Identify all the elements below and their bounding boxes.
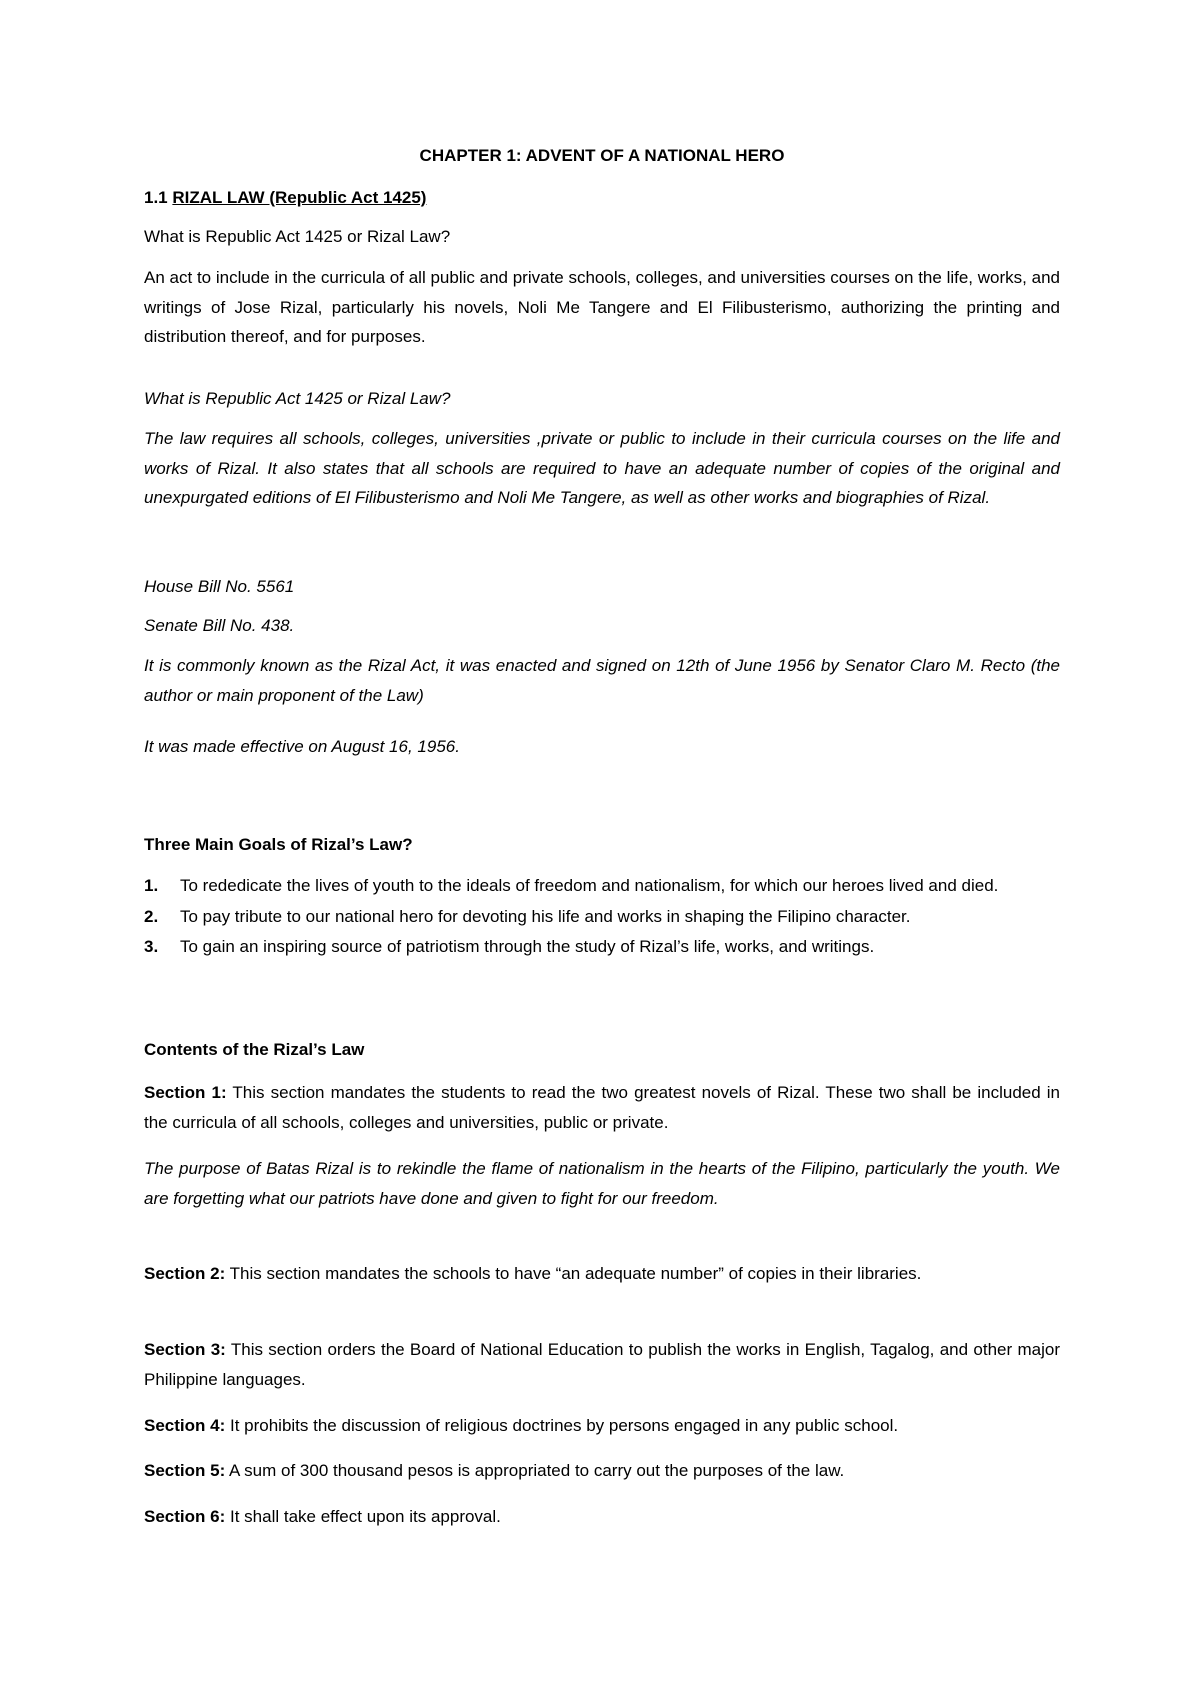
goal-text: To rededicate the lives of youth to the ideals of freedom and nationalism, for which our heroes lived and died. (180, 876, 999, 895)
section-2-paragraph (144, 1259, 1060, 1289)
section-4-paragraph (144, 1411, 1060, 1441)
goal-item (144, 871, 1060, 901)
effectivity-note: It was made effective on August 16, 1956. (144, 737, 460, 756)
enactment-note: It is commonly known as the Rizal Act, it was enacted and signed on 12th of June 1956 by Senator Claro M. Recto (the author or main proponent of the Law) (144, 656, 1060, 705)
section-4-label: Section 4: (144, 1416, 226, 1435)
goal-text: To pay tribute to our national hero for devoting his life and works in shaping the Filipino character. (180, 906, 911, 926)
section-heading (144, 183, 1060, 213)
question-2: What is Republic Act 1425 or Rizal Law? (144, 389, 451, 408)
section-3-paragraph (144, 1335, 1060, 1394)
goal-item (144, 902, 1060, 932)
answer-2: The law requires all schools, colleges, universities ,private or public to include in their curricula courses on the life and works of Rizal. It also states that all schools are required to have an adequate number of copies of the original and unexpurgated editions of El Filibusterismo and Noli Me Tangere, as well as other works and biographies of Rizal. (144, 429, 1060, 507)
section-6-paragraph (144, 1502, 1060, 1532)
section-3-label: Section 3: (144, 1340, 226, 1359)
purpose-note: The purpose of Batas Rizal is to rekindle the flame of nationalism in the hearts of the Filipino, particularly the youth. We are forgetting what our patriots have done and given to fight for our freedom. (144, 1159, 1060, 1208)
chapter-title: CHAPTER 1: ADVENT OF A NATIONAL HERO (419, 146, 785, 165)
goal-number: 2. (144, 906, 159, 926)
section-3-text: This section orders the Board of National Education to publish the works in English, Tagalog, and other major Philippine languages. (144, 1340, 1060, 1389)
goal-item (144, 932, 1060, 962)
section-number: 1.1 (144, 188, 168, 207)
section-1-paragraph (144, 1078, 1060, 1137)
section-5-text: A sum of 300 thousand pesos is appropriated to carry out the purposes of the law. (229, 1461, 845, 1480)
goal-text: To gain an inspiring source of patriotism through the study of Rizal’s life, works, and writings. (180, 937, 875, 956)
section-title: RIZAL LAW (Republic Act 1425) (172, 188, 427, 207)
section-5-label: Section 5: (144, 1461, 226, 1480)
goal-number: 1. (144, 876, 159, 895)
section-1-text: This section mandates the students to read the two greatest novels of Rizal. These two shall be included in the curricula of all schools, colleges and universities, public or private. (144, 1083, 1061, 1132)
answer-1: An act to include in the curricula of all public and private schools, colleges, and universities courses on the life, works, and writings of Jose Rizal, particularly his novels, Noli Me Tangere and El Filibusterismo, authorizing the printing and distribution thereof, and for purposes. (144, 268, 1060, 346)
section-6-label: Section 6: (144, 1507, 226, 1526)
section-6-text: It shall take effect upon its approval. (229, 1507, 501, 1526)
section-4-text: It prohibits the discussion of religious doctrines by persons engaged in any public school. (229, 1416, 899, 1435)
contents-heading: Contents of the Rizal’s Law (144, 1040, 365, 1059)
question-1: What is Republic Act 1425 or Rizal Law? (144, 227, 451, 246)
goals-heading: Three Main Goals of Rizal’s Law? (144, 835, 413, 854)
goals-list (144, 871, 1060, 962)
section-1-label: Section 1: (144, 1083, 227, 1102)
section-5-paragraph (144, 1456, 1060, 1486)
goal-number: 3. (144, 937, 159, 956)
section-2-label: Section 2: (144, 1264, 226, 1283)
senate-bill: Senate Bill No. 438. (144, 616, 295, 635)
section-2-text: This section mandates the schools to have “an adequate number” of copies in their libraries. (229, 1264, 922, 1283)
house-bill: House Bill No. 5561 (144, 577, 295, 596)
